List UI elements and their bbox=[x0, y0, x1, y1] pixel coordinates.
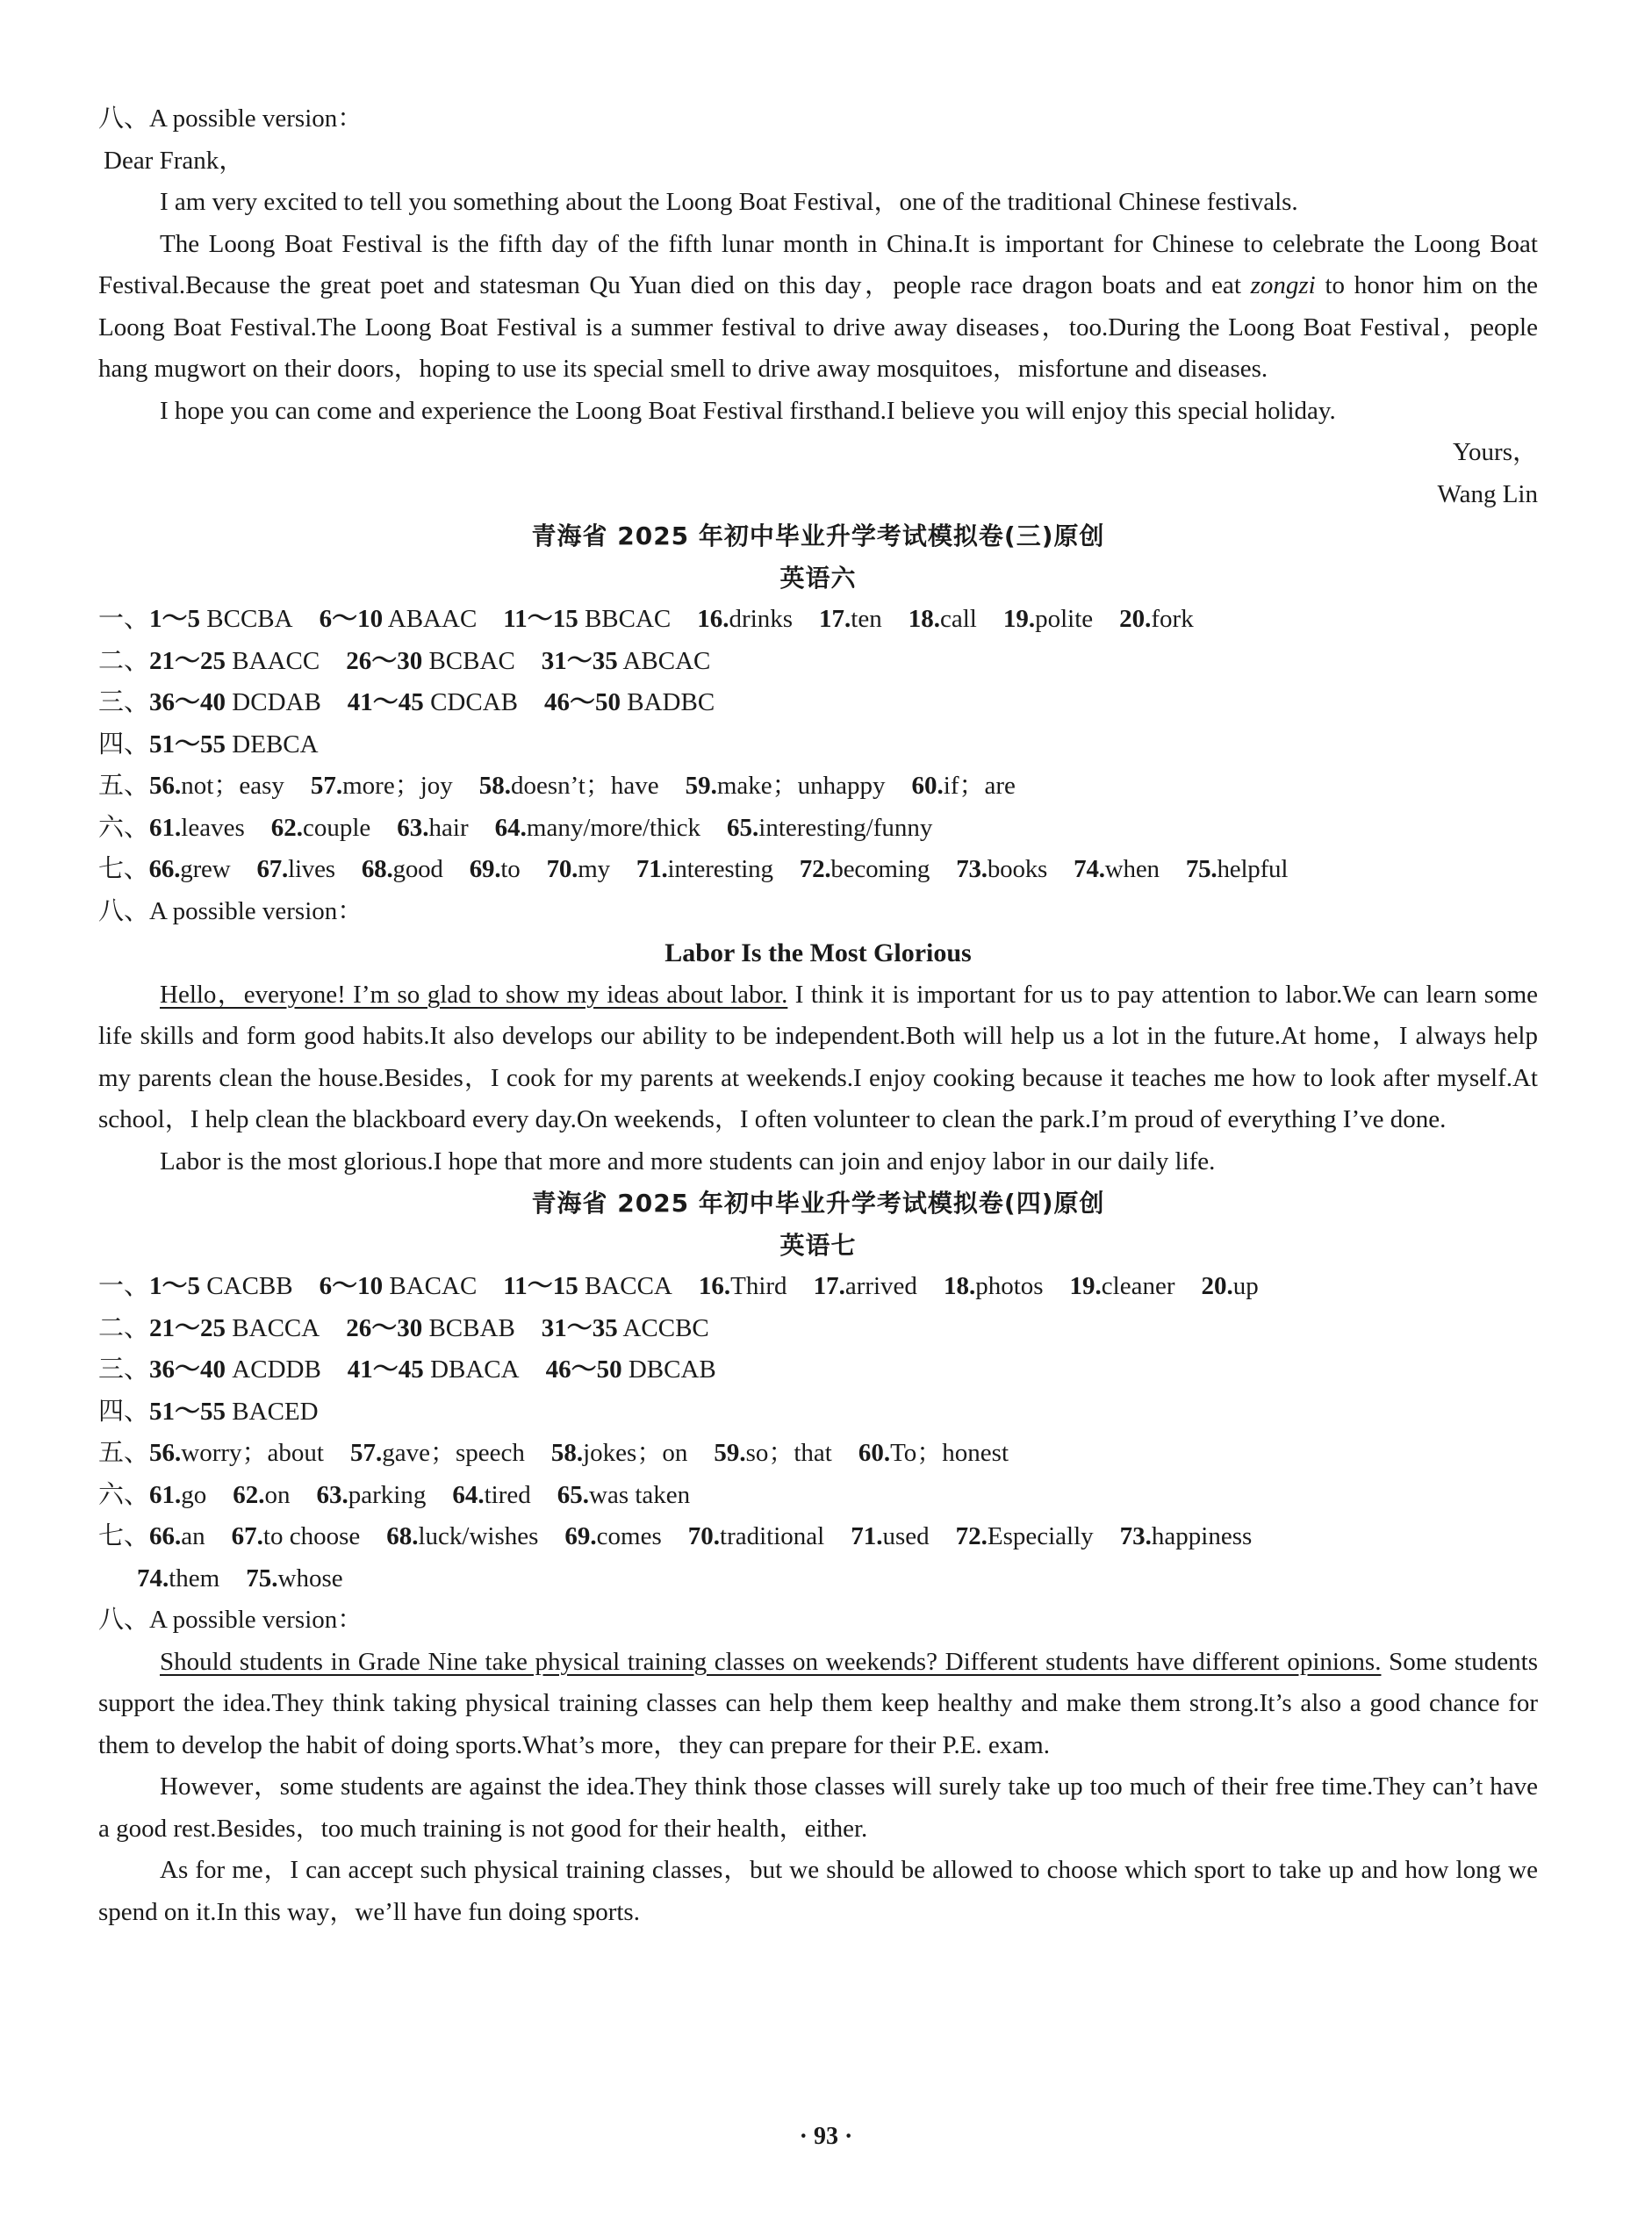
exam3-section-2 bbox=[98, 641, 1538, 683]
exam4-section-3 bbox=[98, 1349, 1538, 1391]
answer-item bbox=[362, 855, 443, 883]
answer-item bbox=[495, 814, 700, 842]
answer-number: 26～30 bbox=[346, 1313, 423, 1342]
answer-number: 65. bbox=[727, 813, 759, 842]
answer-item bbox=[149, 1481, 206, 1509]
exam4-section-6 bbox=[98, 1475, 1538, 1517]
answer-value: good bbox=[392, 855, 443, 883]
answer-item bbox=[1119, 605, 1194, 633]
answer-value: CDCAB bbox=[423, 688, 518, 716]
answer-item bbox=[149, 647, 320, 675]
answer-value: interesting/funny bbox=[758, 813, 933, 842]
exam3-essay-paragraph-1-body: I think it is important for us to pay attention to labor.We can learn some life skills and form good habits.It also develops our ability to be independent.Both will help us a lot in the future.At home，I always help my parents clean the house.Besides，I cook for my parents at weekends.I enjoy cooking because it teaches me how to look after myself.At school，I help clean the blackboard every day.On weekends，I often volunteer to clean the park.I’m proud of everything I’ve done. bbox=[98, 980, 1538, 1133]
answer-value: doesn’t；have bbox=[511, 772, 659, 800]
answer-item bbox=[944, 1272, 1044, 1300]
answer-value: comes bbox=[596, 1522, 662, 1550]
answer-value: BACCA bbox=[226, 1313, 320, 1342]
answer-number: 57. bbox=[349, 1439, 383, 1467]
answer-item bbox=[1074, 855, 1160, 883]
answer-number: 60. bbox=[858, 1439, 891, 1467]
answer-number: 65. bbox=[557, 1480, 590, 1509]
answer-number: 60. bbox=[911, 772, 944, 800]
answer-value: to bbox=[500, 855, 521, 883]
answer-item bbox=[311, 772, 453, 800]
answer-number: 57. bbox=[310, 772, 343, 800]
answer-item bbox=[233, 1481, 290, 1509]
answer-item bbox=[697, 605, 793, 633]
answer-number: 66. bbox=[148, 855, 181, 883]
answer-item bbox=[1120, 1522, 1253, 1550]
answer-number: 69. bbox=[564, 1522, 597, 1550]
answer-value: tired bbox=[484, 1480, 531, 1509]
exam3-subtitle: 英语六 bbox=[779, 563, 857, 593]
section-label: 二、 bbox=[98, 1313, 150, 1342]
answer-item bbox=[1070, 1272, 1175, 1300]
answer-number: 67. bbox=[231, 1522, 263, 1550]
answer-item bbox=[149, 1355, 321, 1384]
answer-value: to choose bbox=[262, 1522, 361, 1550]
answer-number: 74. bbox=[137, 1564, 169, 1593]
answer-value: books bbox=[987, 855, 1048, 883]
letter-section-label: 八、A possible version： bbox=[98, 104, 363, 133]
answer-number: 70. bbox=[687, 1522, 721, 1550]
answer-number: 46～50 bbox=[543, 688, 621, 716]
answer-value: lives bbox=[288, 855, 335, 883]
letter-paragraph-2-text: to honor him on the Loong Boat Festival.The Loong Boat Festival is a summer festival to drive away diseases，too.During the Loong Boat Festival，people hang mugwort on their doors，hoping to use its special smell to drive away mosquitoes，misfortune and diseases. bbox=[98, 271, 1538, 383]
answer-value: BCBAC bbox=[422, 646, 515, 675]
answer-number: 51～55 bbox=[149, 1397, 226, 1426]
exam3-section-8-label: 八、A possible version： bbox=[98, 896, 363, 925]
answer-number: 68. bbox=[361, 855, 393, 883]
exam3-section-3 bbox=[98, 682, 1538, 724]
section-label: 五、 bbox=[98, 1439, 150, 1467]
letter-paragraph-1: I am very excited to tell you something about the Loong Boat Festival，one of the traditional Chinese festivals. bbox=[160, 188, 1298, 216]
answer-value: ACCBC bbox=[617, 1313, 709, 1342]
answer-item bbox=[503, 1272, 672, 1300]
answer-number: 41～45 bbox=[347, 1355, 424, 1384]
answer-value: whose bbox=[277, 1564, 343, 1593]
exam3-section-7 bbox=[98, 849, 1538, 891]
answer-value: gave；speech bbox=[382, 1439, 525, 1467]
exam3-section-6 bbox=[98, 808, 1538, 850]
answer-item bbox=[800, 855, 930, 883]
answer-item bbox=[386, 1522, 538, 1550]
answer-item bbox=[149, 605, 293, 633]
answer-value: was taken bbox=[589, 1480, 691, 1509]
answer-item bbox=[149, 1522, 205, 1550]
answer-item bbox=[1186, 855, 1288, 883]
answer-number: 63. bbox=[316, 1480, 348, 1509]
answer-item bbox=[686, 772, 886, 800]
answer-number: 69. bbox=[469, 855, 501, 883]
exam4-essay-paragraph-2: However，some students are against the idea.They think those classes will surely take up too much of their free time.They can’t have a good rest.Besides，too much training is not good for their health，either. bbox=[98, 1772, 1538, 1843]
answer-item bbox=[542, 1314, 709, 1342]
answer-number: 66. bbox=[149, 1522, 182, 1550]
exam4-section-5 bbox=[98, 1433, 1538, 1475]
answer-value: Especially bbox=[987, 1522, 1094, 1550]
answer-value: luck/wishes bbox=[418, 1522, 539, 1550]
section-label: 四、 bbox=[98, 1397, 150, 1426]
answer-value: so；that bbox=[745, 1439, 832, 1467]
answer-number: 31～35 bbox=[541, 646, 618, 675]
answer-item bbox=[547, 855, 610, 883]
answer-item bbox=[348, 688, 518, 716]
answer-number: 6～10 bbox=[319, 605, 384, 633]
answer-number: 1～5 bbox=[149, 605, 201, 633]
answer-item bbox=[551, 1439, 687, 1467]
answer-value: arrived bbox=[844, 1272, 917, 1300]
answer-item bbox=[858, 1439, 1009, 1467]
answer-item bbox=[320, 1272, 478, 1300]
section-label: 六、 bbox=[98, 813, 150, 842]
answer-value: drinks bbox=[729, 605, 794, 633]
answer-item bbox=[564, 1522, 661, 1550]
answer-value: BACAC bbox=[383, 1272, 478, 1300]
answer-item bbox=[470, 855, 521, 883]
answer-number: 64. bbox=[452, 1480, 485, 1509]
letter-italic-word: zongzi bbox=[1250, 271, 1316, 299]
exam3-section-4 bbox=[98, 724, 1538, 766]
answer-number: 17. bbox=[813, 1272, 845, 1300]
exam4-essay-paragraph-3: As for me，I can accept such physical training classes，but we should be allowed to choose which sport to take up and how long we spend on it.In this way，we’ll have fun doing sports. bbox=[98, 1856, 1538, 1926]
answer-item bbox=[137, 1564, 219, 1593]
letter-paragraph-3: I hope you can come and experience the Loong Boat Festival firsthand.I believe you will enjoy this special holiday. bbox=[160, 396, 1336, 425]
answer-value: BACED bbox=[226, 1397, 319, 1426]
answer-item bbox=[503, 605, 671, 633]
answer-number: 59. bbox=[714, 1439, 746, 1467]
answer-number: 64. bbox=[494, 813, 527, 842]
answer-item bbox=[699, 1272, 787, 1300]
answer-value: leaves bbox=[181, 813, 245, 842]
answer-value: not；easy bbox=[181, 772, 284, 800]
exam4-essay-paragraph-1-body: Some students support the idea.They think taking physical training classes can help them keep healthy and make them strong.It’s also a good chance for them to develop the habit of doing sports.What’s more，they can prepare for their P.E. exam. bbox=[98, 1647, 1538, 1759]
answer-number: 16. bbox=[698, 1272, 731, 1300]
answer-value: them bbox=[169, 1564, 220, 1593]
answer-value: interesting bbox=[667, 855, 773, 883]
answer-number: 75. bbox=[246, 1564, 278, 1593]
exam4-section-8-label: 八、A possible version： bbox=[98, 1606, 363, 1634]
exam3-essay-opening-underlined: Hello，everyone! I’m so glad to show my ideas about labor. bbox=[160, 980, 788, 1009]
answer-value: couple bbox=[302, 813, 371, 842]
answer-item bbox=[546, 1355, 716, 1384]
answer-number: 70. bbox=[546, 855, 578, 883]
answer-value: if；are bbox=[943, 772, 1016, 800]
answer-value: BAACC bbox=[226, 646, 320, 675]
answer-value: ABAAC bbox=[383, 605, 478, 633]
answer-number: 11～15 bbox=[503, 1272, 578, 1300]
section-label: 七、 bbox=[98, 1522, 150, 1550]
answer-number: 61. bbox=[149, 813, 182, 842]
exam4-section-2 bbox=[98, 1308, 1538, 1350]
letter-paragraph-2-text: The Loong Boat Festival is the fifth day of the fifth lunar month in China.It is important for Chinese to celebrate the Loong Boat Festival.Because the great poet and statesman Qu Yuan died on this day，people race dragon boats and eat bbox=[98, 229, 1538, 299]
answer-number: 71. bbox=[851, 1522, 883, 1550]
answer-value: BADBC bbox=[621, 688, 715, 716]
answer-value: DBCAB bbox=[621, 1355, 716, 1384]
answer-number: 21～25 bbox=[149, 1313, 226, 1342]
answer-value: worry；about bbox=[181, 1439, 324, 1467]
answer-number: 19. bbox=[1002, 605, 1036, 633]
answer-value: jokes；on bbox=[583, 1439, 688, 1467]
answer-number: 63. bbox=[397, 813, 429, 842]
section-label: 三、 bbox=[98, 1355, 150, 1384]
answer-value: becoming bbox=[830, 855, 930, 883]
answer-number: 62. bbox=[270, 813, 303, 842]
letter-paragraph-2 bbox=[98, 224, 1538, 391]
answer-value: go bbox=[181, 1480, 207, 1509]
answer-value: BACCA bbox=[578, 1272, 672, 1300]
exam4-section-4 bbox=[98, 1391, 1538, 1434]
answer-value: DCDAB bbox=[226, 688, 321, 716]
exam4-essay-opening-underlined: Should students in Grade Nine take physical training classes on weekends? Different students have different opinions. bbox=[160, 1647, 1382, 1676]
exam3-section-5 bbox=[98, 766, 1538, 808]
answer-number: 31～35 bbox=[541, 1313, 618, 1342]
answer-item bbox=[271, 814, 371, 842]
answer-item bbox=[542, 647, 711, 675]
answer-item bbox=[956, 1522, 1094, 1550]
answer-item bbox=[149, 730, 319, 759]
answer-value: parking bbox=[348, 1480, 427, 1509]
answer-value: when bbox=[1104, 855, 1160, 883]
answer-item bbox=[814, 1272, 917, 1300]
section-label: 二、 bbox=[98, 646, 150, 675]
answer-number: 75. bbox=[1185, 855, 1217, 883]
answer-item bbox=[320, 605, 478, 633]
exam4-section-7 bbox=[98, 1516, 1538, 1558]
exam4-essay-paragraph-1 bbox=[98, 1642, 1538, 1767]
answer-value: ten bbox=[851, 605, 882, 633]
answer-value: BBCAC bbox=[578, 605, 672, 633]
answer-value: make；unhappy bbox=[716, 772, 886, 800]
answer-item bbox=[348, 1355, 520, 1384]
answer-number: 46～50 bbox=[545, 1355, 622, 1384]
answer-number: 41～45 bbox=[347, 688, 424, 716]
section-label: 三、 bbox=[98, 688, 150, 716]
answer-value: an bbox=[181, 1522, 205, 1550]
letter-salutation: Dear Frank， bbox=[104, 146, 245, 175]
answer-number: 68. bbox=[386, 1522, 419, 1550]
answer-item bbox=[149, 772, 284, 800]
answer-number: 20. bbox=[1201, 1272, 1233, 1300]
answer-value: on bbox=[264, 1480, 291, 1509]
section-label: 一、 bbox=[98, 1272, 150, 1300]
answer-number: 67. bbox=[256, 855, 289, 883]
answer-value: my bbox=[578, 855, 610, 883]
answer-value: hair bbox=[428, 813, 469, 842]
answer-value: happiness bbox=[1151, 1522, 1253, 1550]
answer-item bbox=[149, 688, 321, 716]
answer-number: 62. bbox=[233, 1480, 265, 1509]
answer-item bbox=[346, 1314, 515, 1342]
answer-number: 74. bbox=[1074, 855, 1105, 883]
exam3-essay-paragraph-2: Labor is the most glorious.I hope that more and more students can join and enjoy labor in our daily life. bbox=[160, 1147, 1216, 1176]
answer-number: 36～40 bbox=[149, 688, 226, 716]
answer-value: ACDDB bbox=[226, 1355, 321, 1384]
answer-number: 21～25 bbox=[149, 646, 226, 675]
answer-number: 73. bbox=[1119, 1522, 1152, 1550]
answer-number: 16. bbox=[697, 605, 729, 633]
answer-item bbox=[727, 814, 932, 842]
answer-item bbox=[346, 647, 515, 675]
answer-value: cleaner bbox=[1101, 1272, 1175, 1300]
answer-item bbox=[397, 814, 468, 842]
answer-item bbox=[819, 605, 882, 633]
answer-value: photos bbox=[975, 1272, 1044, 1300]
answer-item bbox=[851, 1522, 929, 1550]
answer-item bbox=[956, 855, 1047, 883]
exam4-title: 青海省 2025 年初中毕业升学考试模拟卷(四)原创 bbox=[531, 1189, 1105, 1218]
answer-number: 58. bbox=[550, 1439, 584, 1467]
section-label: 四、 bbox=[98, 730, 150, 759]
answer-value: ABCAC bbox=[617, 646, 711, 675]
answer-item bbox=[149, 1439, 324, 1467]
answer-item bbox=[246, 1564, 342, 1593]
answer-number: 56. bbox=[149, 772, 182, 800]
answer-number: 56. bbox=[149, 1439, 182, 1467]
page-number: · 93 · bbox=[799, 2123, 853, 2150]
answer-item bbox=[256, 855, 334, 883]
answer-number: 72. bbox=[955, 1522, 988, 1550]
answer-number: 51～55 bbox=[149, 730, 226, 759]
answer-item bbox=[1003, 605, 1093, 633]
answer-item bbox=[149, 1314, 320, 1342]
answer-value: many/more/thick bbox=[526, 813, 701, 842]
answer-number: 18. bbox=[943, 1272, 976, 1300]
answer-value: traditional bbox=[720, 1522, 825, 1550]
answer-value: DBACA bbox=[423, 1355, 520, 1384]
answer-item bbox=[714, 1439, 832, 1467]
section-label: 五、 bbox=[98, 772, 150, 800]
answer-item bbox=[149, 814, 245, 842]
exam4-section-1 bbox=[98, 1266, 1538, 1308]
answer-item bbox=[544, 688, 715, 716]
answer-value: DEBCA bbox=[226, 730, 319, 759]
answer-value: BCCBA bbox=[200, 605, 293, 633]
answer-value: helpful bbox=[1217, 855, 1289, 883]
answer-item bbox=[149, 1272, 293, 1300]
answer-number: 36～40 bbox=[149, 1355, 226, 1384]
exam3-essay-title: Labor Is the Most Glorious bbox=[664, 938, 972, 967]
answer-number: 17. bbox=[819, 605, 851, 633]
answer-item bbox=[688, 1522, 824, 1550]
answer-value: Third bbox=[730, 1272, 787, 1300]
exam3-essay-paragraph-1 bbox=[98, 974, 1538, 1141]
answer-item bbox=[452, 1481, 530, 1509]
answer-item bbox=[232, 1522, 361, 1550]
answer-number: 61. bbox=[149, 1480, 182, 1509]
answer-number: 71. bbox=[636, 855, 668, 883]
answer-value: used bbox=[882, 1522, 930, 1550]
section-label: 六、 bbox=[98, 1480, 150, 1509]
answer-number: 59. bbox=[685, 772, 717, 800]
exam3-title: 青海省 2025 年初中毕业升学考试模拟卷(三)原创 bbox=[531, 521, 1105, 550]
answer-item bbox=[909, 605, 977, 633]
answer-number: 11～15 bbox=[503, 605, 578, 633]
answer-number: 18. bbox=[908, 605, 940, 633]
answer-number: 20. bbox=[1119, 605, 1152, 633]
answer-item bbox=[317, 1481, 427, 1509]
answer-item bbox=[912, 772, 1016, 800]
answer-item bbox=[1201, 1272, 1258, 1300]
answer-value: To；honest bbox=[890, 1439, 1009, 1467]
section-label: 七、 bbox=[98, 855, 149, 883]
answer-number: 19. bbox=[1069, 1272, 1102, 1300]
exam4-section-7-continued bbox=[98, 1558, 1538, 1600]
answer-value: grew bbox=[180, 855, 231, 883]
answer-value: fork bbox=[1151, 605, 1194, 633]
answer-item bbox=[149, 1398, 319, 1426]
answer-item bbox=[636, 855, 773, 883]
answer-value: polite bbox=[1035, 605, 1094, 633]
answer-value: more；joy bbox=[342, 772, 453, 800]
answer-number: 26～30 bbox=[346, 646, 423, 675]
answer-number: 72. bbox=[799, 855, 831, 883]
answer-value: BCBAB bbox=[422, 1313, 515, 1342]
answer-number: 58. bbox=[478, 772, 512, 800]
answer-item bbox=[350, 1439, 525, 1467]
exam4-subtitle: 英语七 bbox=[779, 1230, 857, 1260]
answer-value: call bbox=[939, 605, 977, 633]
exam3-section-1 bbox=[98, 599, 1538, 641]
answer-item bbox=[557, 1481, 690, 1509]
answer-item bbox=[149, 855, 231, 883]
section-label: 一、 bbox=[98, 605, 150, 633]
answer-item bbox=[479, 772, 659, 800]
letter-signature: Wang Lin bbox=[1437, 479, 1538, 508]
letter-closing: Yours， bbox=[1453, 438, 1538, 466]
answer-number: 1～5 bbox=[149, 1272, 201, 1300]
answer-number: 6～10 bbox=[319, 1272, 384, 1300]
answer-value: up bbox=[1232, 1272, 1259, 1300]
answer-value: CACBB bbox=[200, 1272, 293, 1300]
answer-number: 73. bbox=[956, 855, 988, 883]
